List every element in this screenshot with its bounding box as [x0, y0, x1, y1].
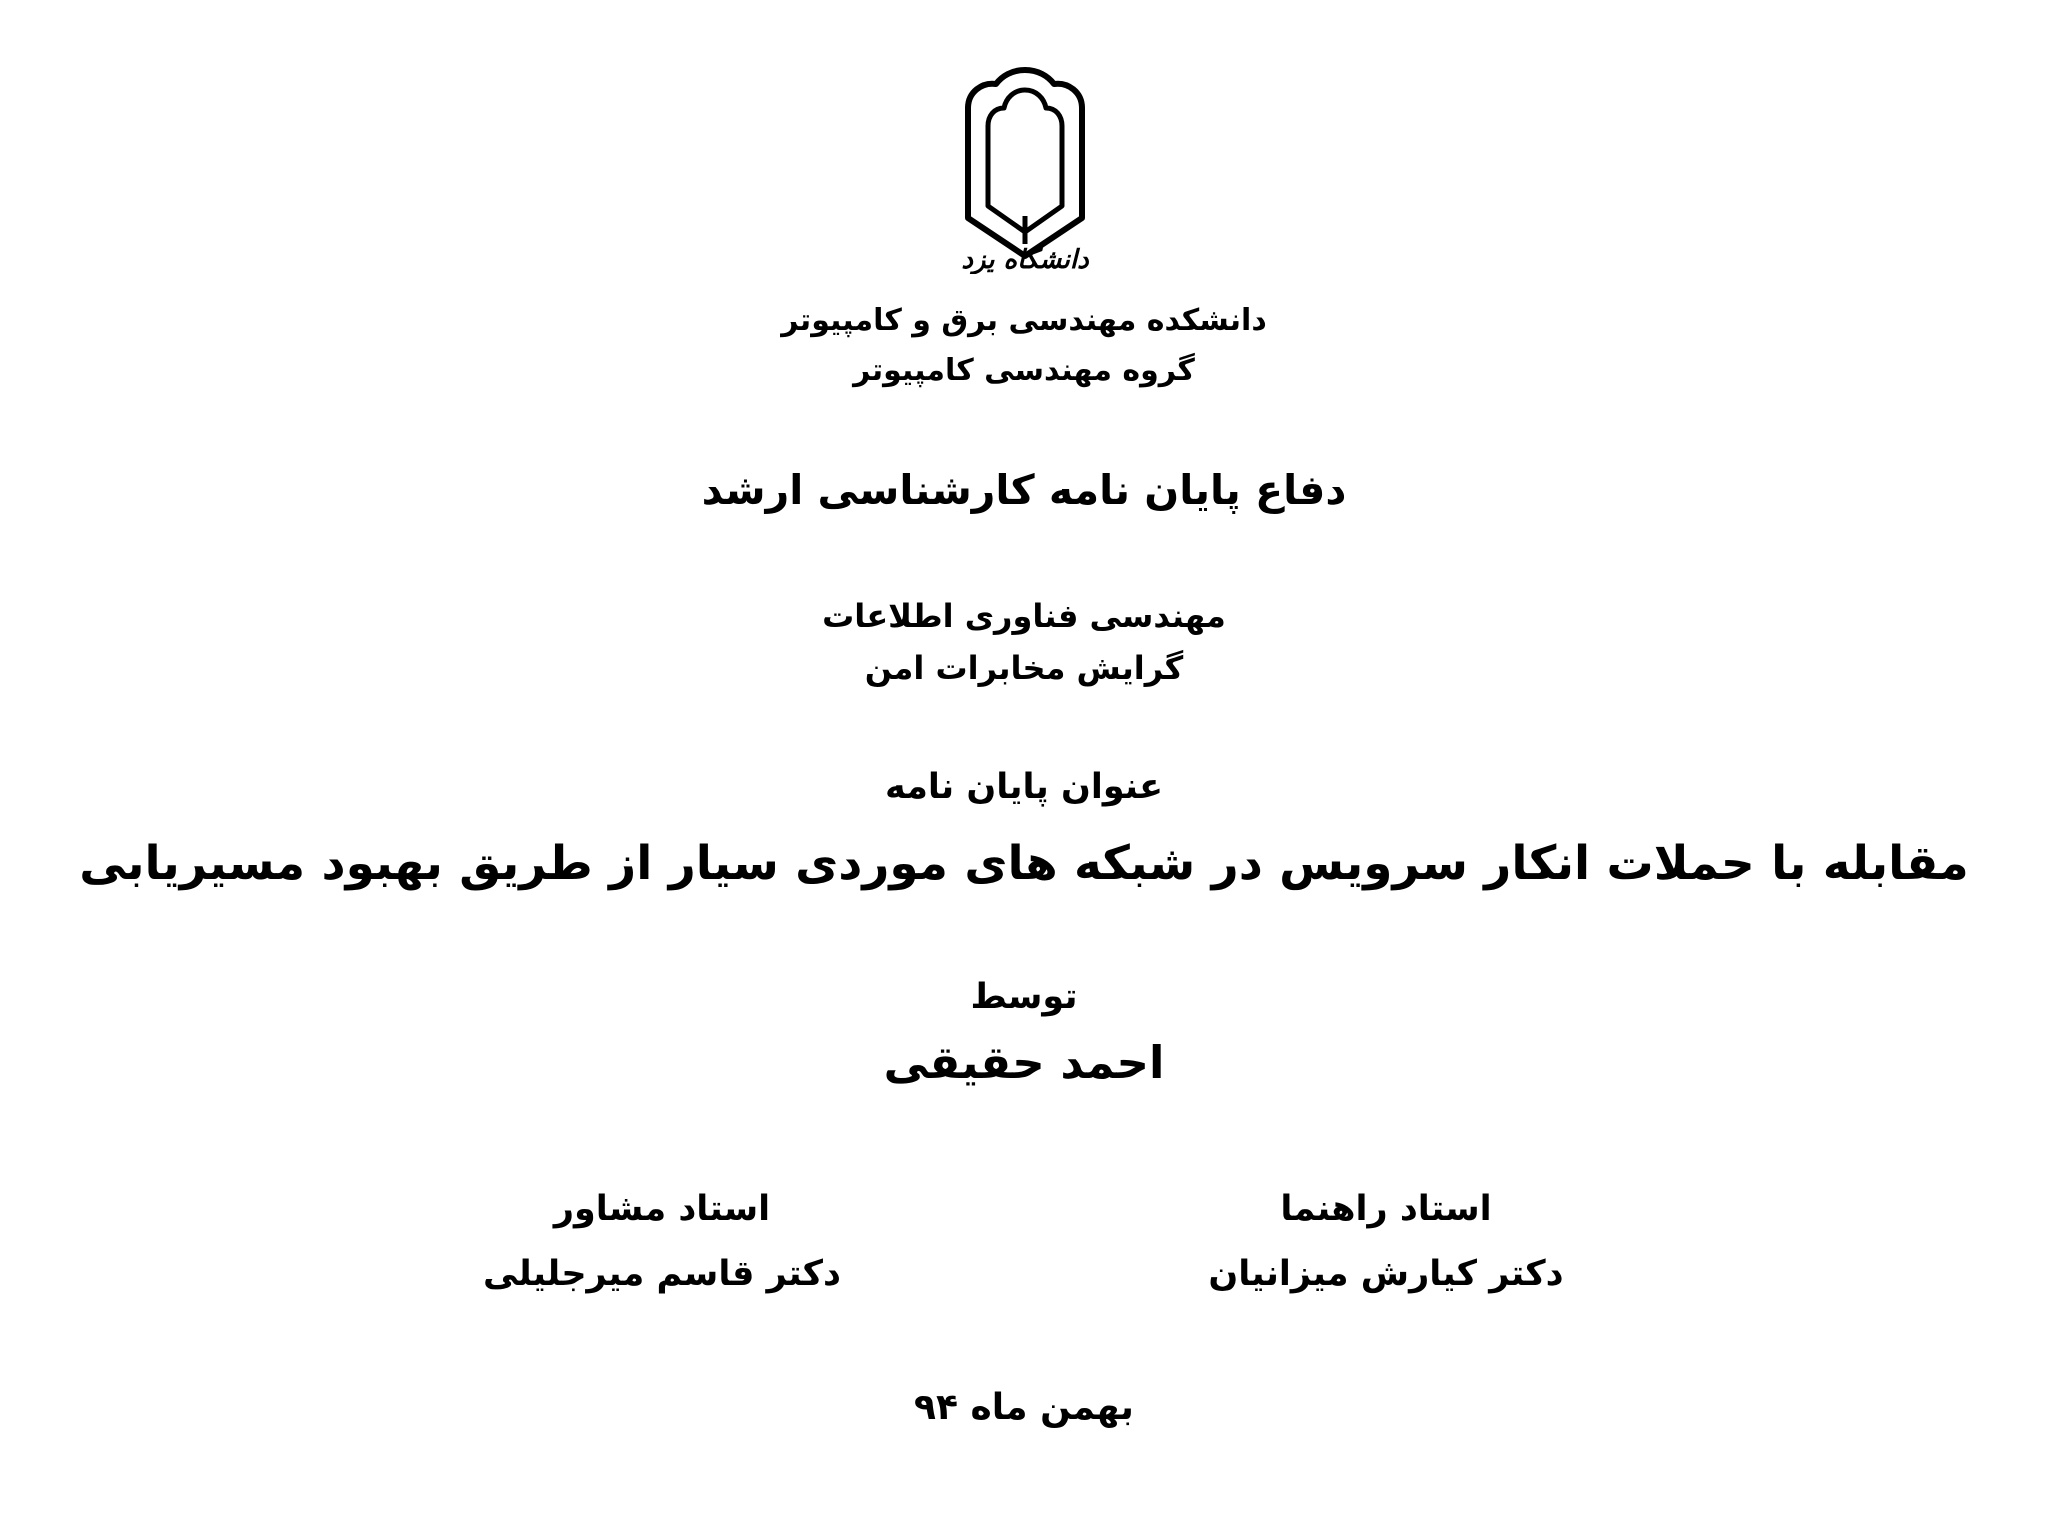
thesis-title-label: عنوان پایان نامه [884, 767, 1163, 807]
specialization: گرایش مخابرات امن [864, 649, 1184, 687]
defense-date: بهمن ماه ۹۴ [914, 1387, 1134, 1428]
defense-heading: دفاع پایان نامه کارشناسی ارشد [701, 466, 1347, 514]
advisor-role: استاد مشاور [553, 1189, 771, 1229]
author-label: توسط [970, 977, 1078, 1017]
advisor-name: دکتر قاسم میرجلیلی [483, 1254, 841, 1294]
field-of-study: مهندسی فناوری اطلاعات [822, 597, 1226, 635]
advisor-block [362, 1189, 962, 1294]
supervisor-name: دکتر کیارش میزانیان [1208, 1254, 1564, 1294]
faculty-name: دانشکده مهندسی برق و کامپیوتر [781, 303, 1267, 338]
university-logo [958, 66, 1092, 274]
author-name: احمد حقیقی [883, 1036, 1165, 1089]
logo-caption: دانشگاه یزد [961, 245, 1089, 274]
supervisor-role: استاد راهنما [1280, 1189, 1492, 1229]
thesis-title: مقابله با حملات انکار سرویس در شبکه های موردی سیار از طریق بهبود مسیریابی [79, 836, 1969, 891]
department-name: گروه مهندسی کامپیوتر [853, 353, 1195, 388]
supervisor-block [1086, 1189, 1686, 1294]
